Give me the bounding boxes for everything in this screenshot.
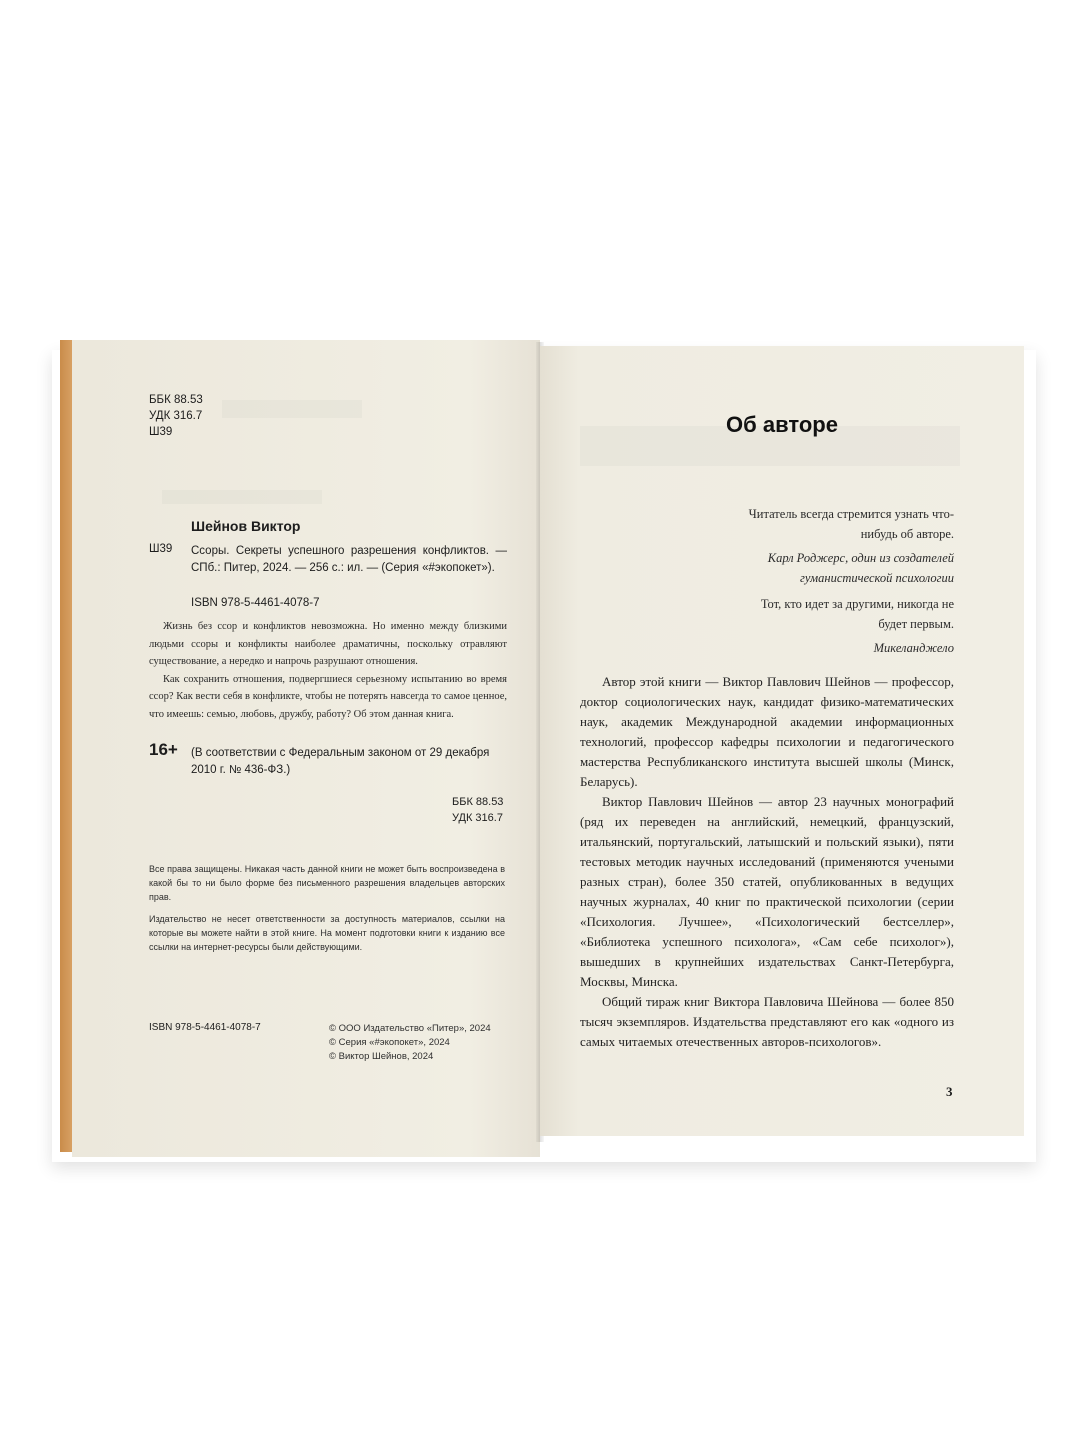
epigraph [740, 594, 954, 658]
book-annotation [149, 618, 507, 723]
about-author-text [580, 672, 954, 1052]
epigraph-quote: Тот, кто идет за другими, никогда не будет первым. [760, 597, 954, 631]
rights-notice: Все права защищены. Никакая часть данной книги не может быть воспроизведена в какой бы то ни было форме без письменного разрешения владельцев авторских прав. [149, 864, 505, 902]
show-through-shadow [162, 490, 322, 504]
body-paragraph: Общий тираж книг Виктора Павловича Шейнова — более 850 тысяч экземпляров. Издательства представляют его как «одного из самых читаемых отечественных авторов-психологов». [580, 994, 954, 1049]
bibliographic-entry: Ссоры. Секреты успешного разрешения конфликтов. — СПб.: Питер, 2024. — 256 с.: ил. — (Серия «#экопокет»). [191, 545, 507, 574]
bbk-code: ББК 88.53 [149, 394, 203, 406]
annotation-paragraph: Как сохранить отношения, подвергшиеся серьезному испытанию во время ссор? Как вести себя в конфликте, чтобы не потерять навсегда то самое ценное, что имеешь: семью, любовь, дружбу, работу? Об этом данная книга. [149, 673, 507, 720]
epigraph-quote: Читатель всегда стремится узнать что-нибудь об авторе. [748, 507, 954, 541]
cutter-mark: Ш39 [149, 543, 173, 555]
bbk-code: ББК 88.53 [452, 796, 504, 808]
copyright-series: © Серия «#экопокет», 2024 [329, 1037, 450, 1048]
left-page [72, 340, 540, 1157]
age-rating-note: (В соответствии с Федеральным законом от 29 декабря 2010 г. № 436-ФЗ.) [191, 747, 490, 776]
author-name: Шейнов Виктор [191, 518, 301, 534]
age-rating-badge: 16+ [149, 740, 178, 759]
epigraph-attribution: Карл Роджерс, один из создателей гуманистической психологии [767, 551, 954, 585]
chapter-heading: Об авторе [726, 412, 838, 437]
author-mark: Ш39 [149, 426, 173, 438]
right-page [540, 346, 1024, 1136]
isbn-line: ISBN 978-5-4461-4078-7 [191, 597, 320, 609]
show-through-shadow [222, 400, 362, 418]
copyright-publisher: © ООО Издательство «Питер», 2024 [329, 1023, 491, 1034]
liability-notice: Издательство не несет ответственности за доступность материалов, ссылки на которые вы можете найти в этой книге. На момент подготовки книги к изданию все ссылки на интернет-ресурсы были действующими. [149, 914, 505, 952]
copyright-author: © Виктор Шейнов, 2024 [329, 1051, 434, 1062]
annotation-paragraph: Жизнь без ссор и конфликтов невозможна. Но именно между близкими людьми ссоры и конфликты наиболее драматичны, поскольку отравляют существование, а нередко и напрочь разрушают отношения. [149, 621, 507, 667]
classification-codes-bottom [452, 794, 503, 826]
body-paragraph: Виктор Павлович Шейнов — автор 23 научных монографий (ряд их переведен на английский, немецкий, французский, итальянский, португальский, латышский и польский языки), пяти тестовых методик научных исследований (применяются учеными разных стран), более 350 статей, опубликованных в ведущих научных журналах, 40 книг по практической психологии (серии «Психология. Лучшее», «Психологический бестселлер», «Библиотека успешного психолога», «Сам себе психолог»), вышедших в крупнейших издательствах Санкт-Петербурга, Москвы, Минска. [580, 794, 954, 989]
page-number: 3 [946, 1084, 953, 1099]
udk-code: УДК 316.7 [452, 812, 503, 824]
isbn-bottom: ISBN 978-5-4461-4078-7 [149, 1022, 261, 1033]
epigraph-attribution: Микеланджело [873, 641, 954, 655]
classification-codes-top [149, 392, 203, 440]
epigraph [740, 504, 954, 588]
copyright-lines [329, 1022, 491, 1064]
udk-code: УДК 316.7 [149, 410, 203, 422]
body-paragraph: Автор этой книги — Виктор Павлович Шейнов — профессор, доктор социологических наук, кандидат физико-математических наук, академик Международной академии информационных технологий, профессор кафедры психологии и педагогического мастерства Республиканского института высшей школы (Минск, Беларусь). [580, 674, 954, 789]
